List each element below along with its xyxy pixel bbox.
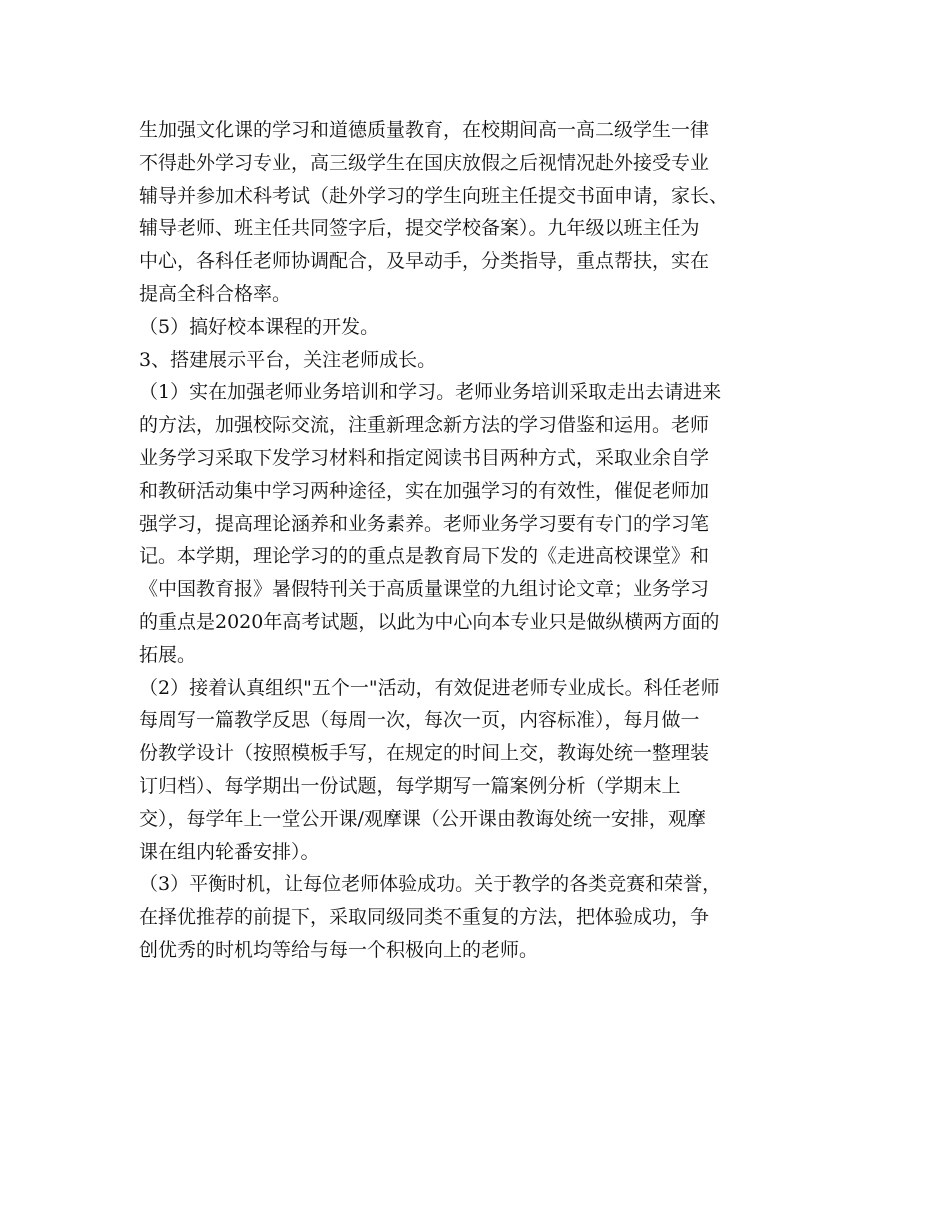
text-line-15: 《中国教育报》暑假特刊关于高质量课堂的九组讨论文章；业务学习 [139,578,710,601]
text-line-5: 中心，各科任老师协调配合，及早动手，分类指导，重点帮扶，实在 [139,250,710,273]
text-line-19: 每周写一篇教学反思（每周一次，每次一页，内容标准），每月做一 [139,709,700,732]
text-line-7: （5）搞好校本课程的开发。 [139,315,380,338]
text-line-14: 记。本学期，理论学习的的重点是教育局下发的《走进高校课堂》和 [139,545,710,568]
text-line-25: 在择优推荐的前提下，采取同级同类不重复的方法，把体验成功，争 [139,906,710,929]
text-line-24: （3）平衡时机，让每位老师体验成功。关于教学的各类竞赛和荣誉， [139,873,722,896]
text-line-20: 份教学设计（按照模板手写，在规定的时间上交，教诲处统一整理装 [139,742,710,765]
text-line-4: 辅导老师、班主任共同签字后，提交学校备案）。九年级以班主任为 [139,217,700,240]
text-line-3: 辅导并参加术科考试（赴外学习的学生向班主任提交书面申请，家长、 [139,184,729,207]
text-line-2: 不得赴外学习专业，高三级学生在国庆放假之后视情况赴外接受专业 [139,151,710,174]
text-line-26: 创优秀的时机均等给与每一个积极向上的老师。 [139,938,539,961]
text-line-23: 课在组内轮番安排）。 [139,840,320,863]
text-line-13: 强学习，提高理论涵养和业务素养。老师业务学习要有专门的学习笔 [139,512,710,535]
text-line-17: 拓展。 [139,643,197,666]
text-line-16: 的重点是2020年高考试题，以此为中心向本专业只是做纵横两方面的 [139,610,720,633]
text-line-1: 生加强文化课的学习和道德质量教育，在校期间高一高二级学生一律 [139,119,710,141]
text-line-9: （1）实在加强老师业务培训和学习。老师业务培训采取走出去请进来 [139,381,722,404]
text-line-11: 业务学习采取下发学习材料和指定阅读书目两种方式，采取业余自学 [139,446,710,469]
text-line-8: 3、搭建展示平台，关注老师成长。 [139,348,437,371]
text-line-18: （2）接着认真组织"五个一"活动，有效促进老师专业成长。科任老师 [139,676,720,699]
text-line-22: 交），每学年上一堂公开课/观摩课（公开课由教诲处统一安排，观摩 [139,807,706,830]
text-line-6: 提高全科合格率。 [139,282,292,305]
text-line-10: 的方法，加强校际交流，注重新理念新方法的学习借鉴和运用。老师 [139,414,710,437]
text-line-12: 和教研活动集中学习两种途径，实在加强学习的有效性，催促老师加 [139,479,710,502]
document-body [139,114,819,967]
text-line-21: 订归档）、每学期出一份试题，每学期写一篇案例分析（学期末上 [139,774,681,797]
